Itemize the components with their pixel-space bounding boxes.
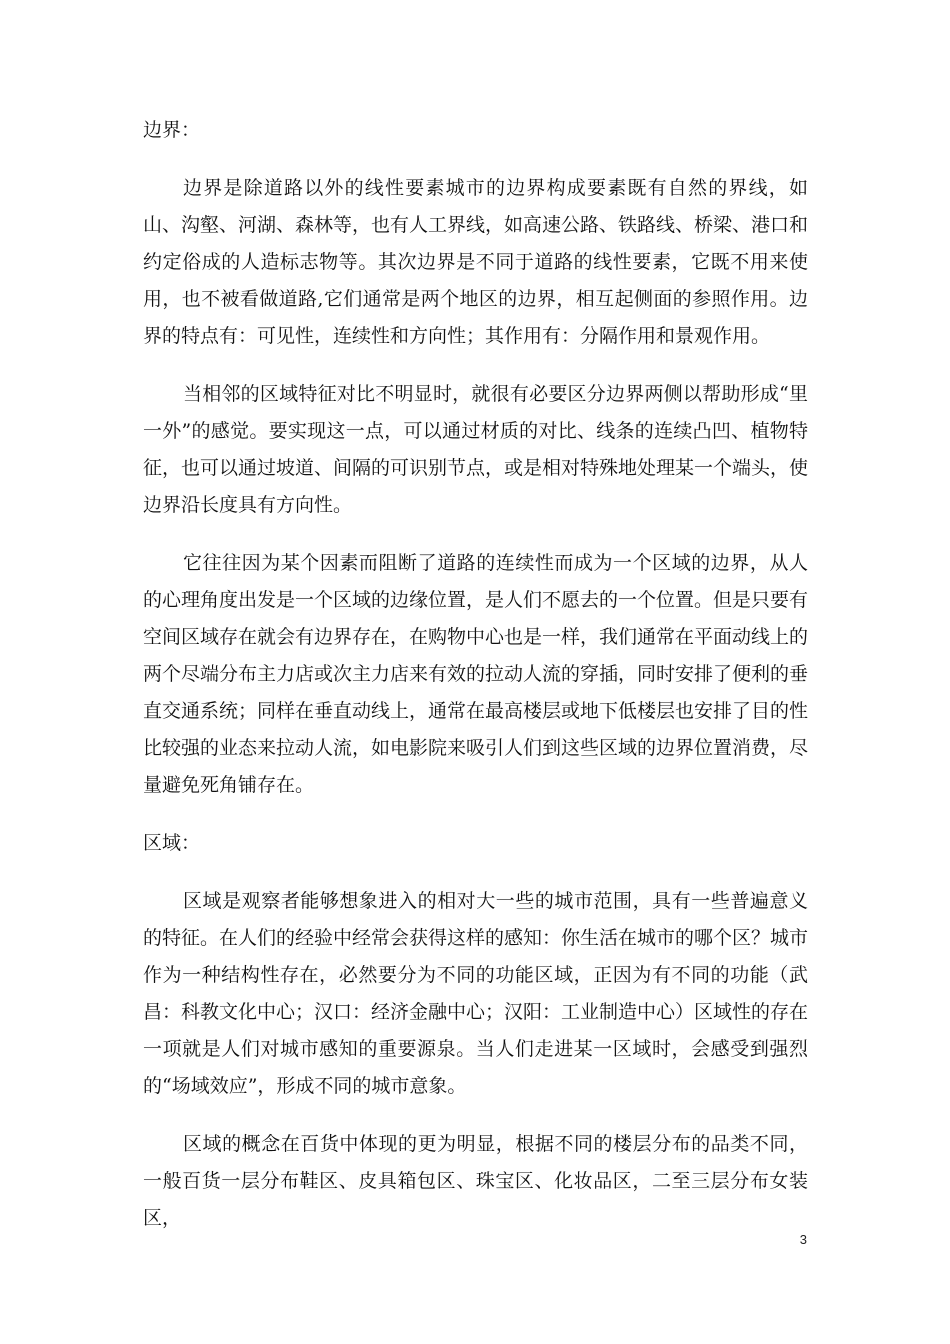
section-boundary bbox=[143, 112, 808, 804]
paragraph-boundary-contrast: 当相邻的区域特征对比不明显时，就很有必要区分边界两侧以帮助形成“里一外”的感觉。要实现这一点，可以通过材质的对比、线条的连续凸凹、植物特征，也可以通过坡道、间隔的可识别节点，或是相对特殊地处理某一个端头，使边界沿长度具有方向性。 bbox=[143, 383, 809, 516]
paragraph-boundary-definition: 边界是除道路以外的线性要素城市的边界构成要素既有自然的界线，如山、沟壑、河湖、森林等，也有人工界线，如高速公路、铁路线、桥梁、港口和约定俗成的人造标志物等。其次边界是不同于道路的线性要素，它既不用来使用，也不被看做道路,它们通常是两个地区的边界，相互起侧面的参照作用。边界的特点有：可见性，连续性和方向性；其作用有：分隔作用和景观作用。 bbox=[143, 177, 809, 347]
section-district bbox=[143, 825, 808, 1237]
section-heading-district: 区域： bbox=[143, 832, 201, 854]
document-page bbox=[143, 112, 808, 1237]
page-number: 3 bbox=[799, 1232, 807, 1247]
paragraph-district-department-store: 区域的概念在百货中体现的更为明显，根据不同的楼层分布的品类不同，一般百货一层分布鞋区、皮具箱包区、珠宝区、化妆品区，二至三层分布女装区， bbox=[143, 1133, 808, 1229]
paragraph-district-definition: 区域是观察者能够想象进入的相对大一些的城市范围，具有一些普遍意义的特征。在人们的经验中经常会获得这样的感知：你生活在城市的哪个区？城市作为一种结构性存在，必然要分为不同的功能区域，正因为有不同的功能（武昌：科教文化中心；汉口：经济金融中心；汉阳：工业制造中心）区域性的存在一项就是人们对城市感知的重要源泉。当人们走进某一区域时，会感受到强烈的“场域效应”，形成不同的城市意象。 bbox=[143, 890, 809, 1097]
paragraph-boundary-mall: 它往往因为某个因素而阻断了道路的连续性而成为一个区域的边界，从人的心理角度出发是一个区域的边缘位置，是人们不愿去的一个位置。但是只要有空间区域存在就会有边界存在，在购物中心也是一样，我们通常在平面动线上的两个尽端分布主力店或次主力店来有效的拉动人流的穿插，同时安排了便利的垂直交通系统；同样在垂直动线上，通常在最高楼层或地下低楼层也安排了目的性比较强的业态来拉动人流，如电影院来吸引人们到这些区域的边界位置消费，尽量避免死角铺存在。 bbox=[143, 552, 809, 796]
section-heading-boundary: 边界： bbox=[143, 119, 201, 141]
